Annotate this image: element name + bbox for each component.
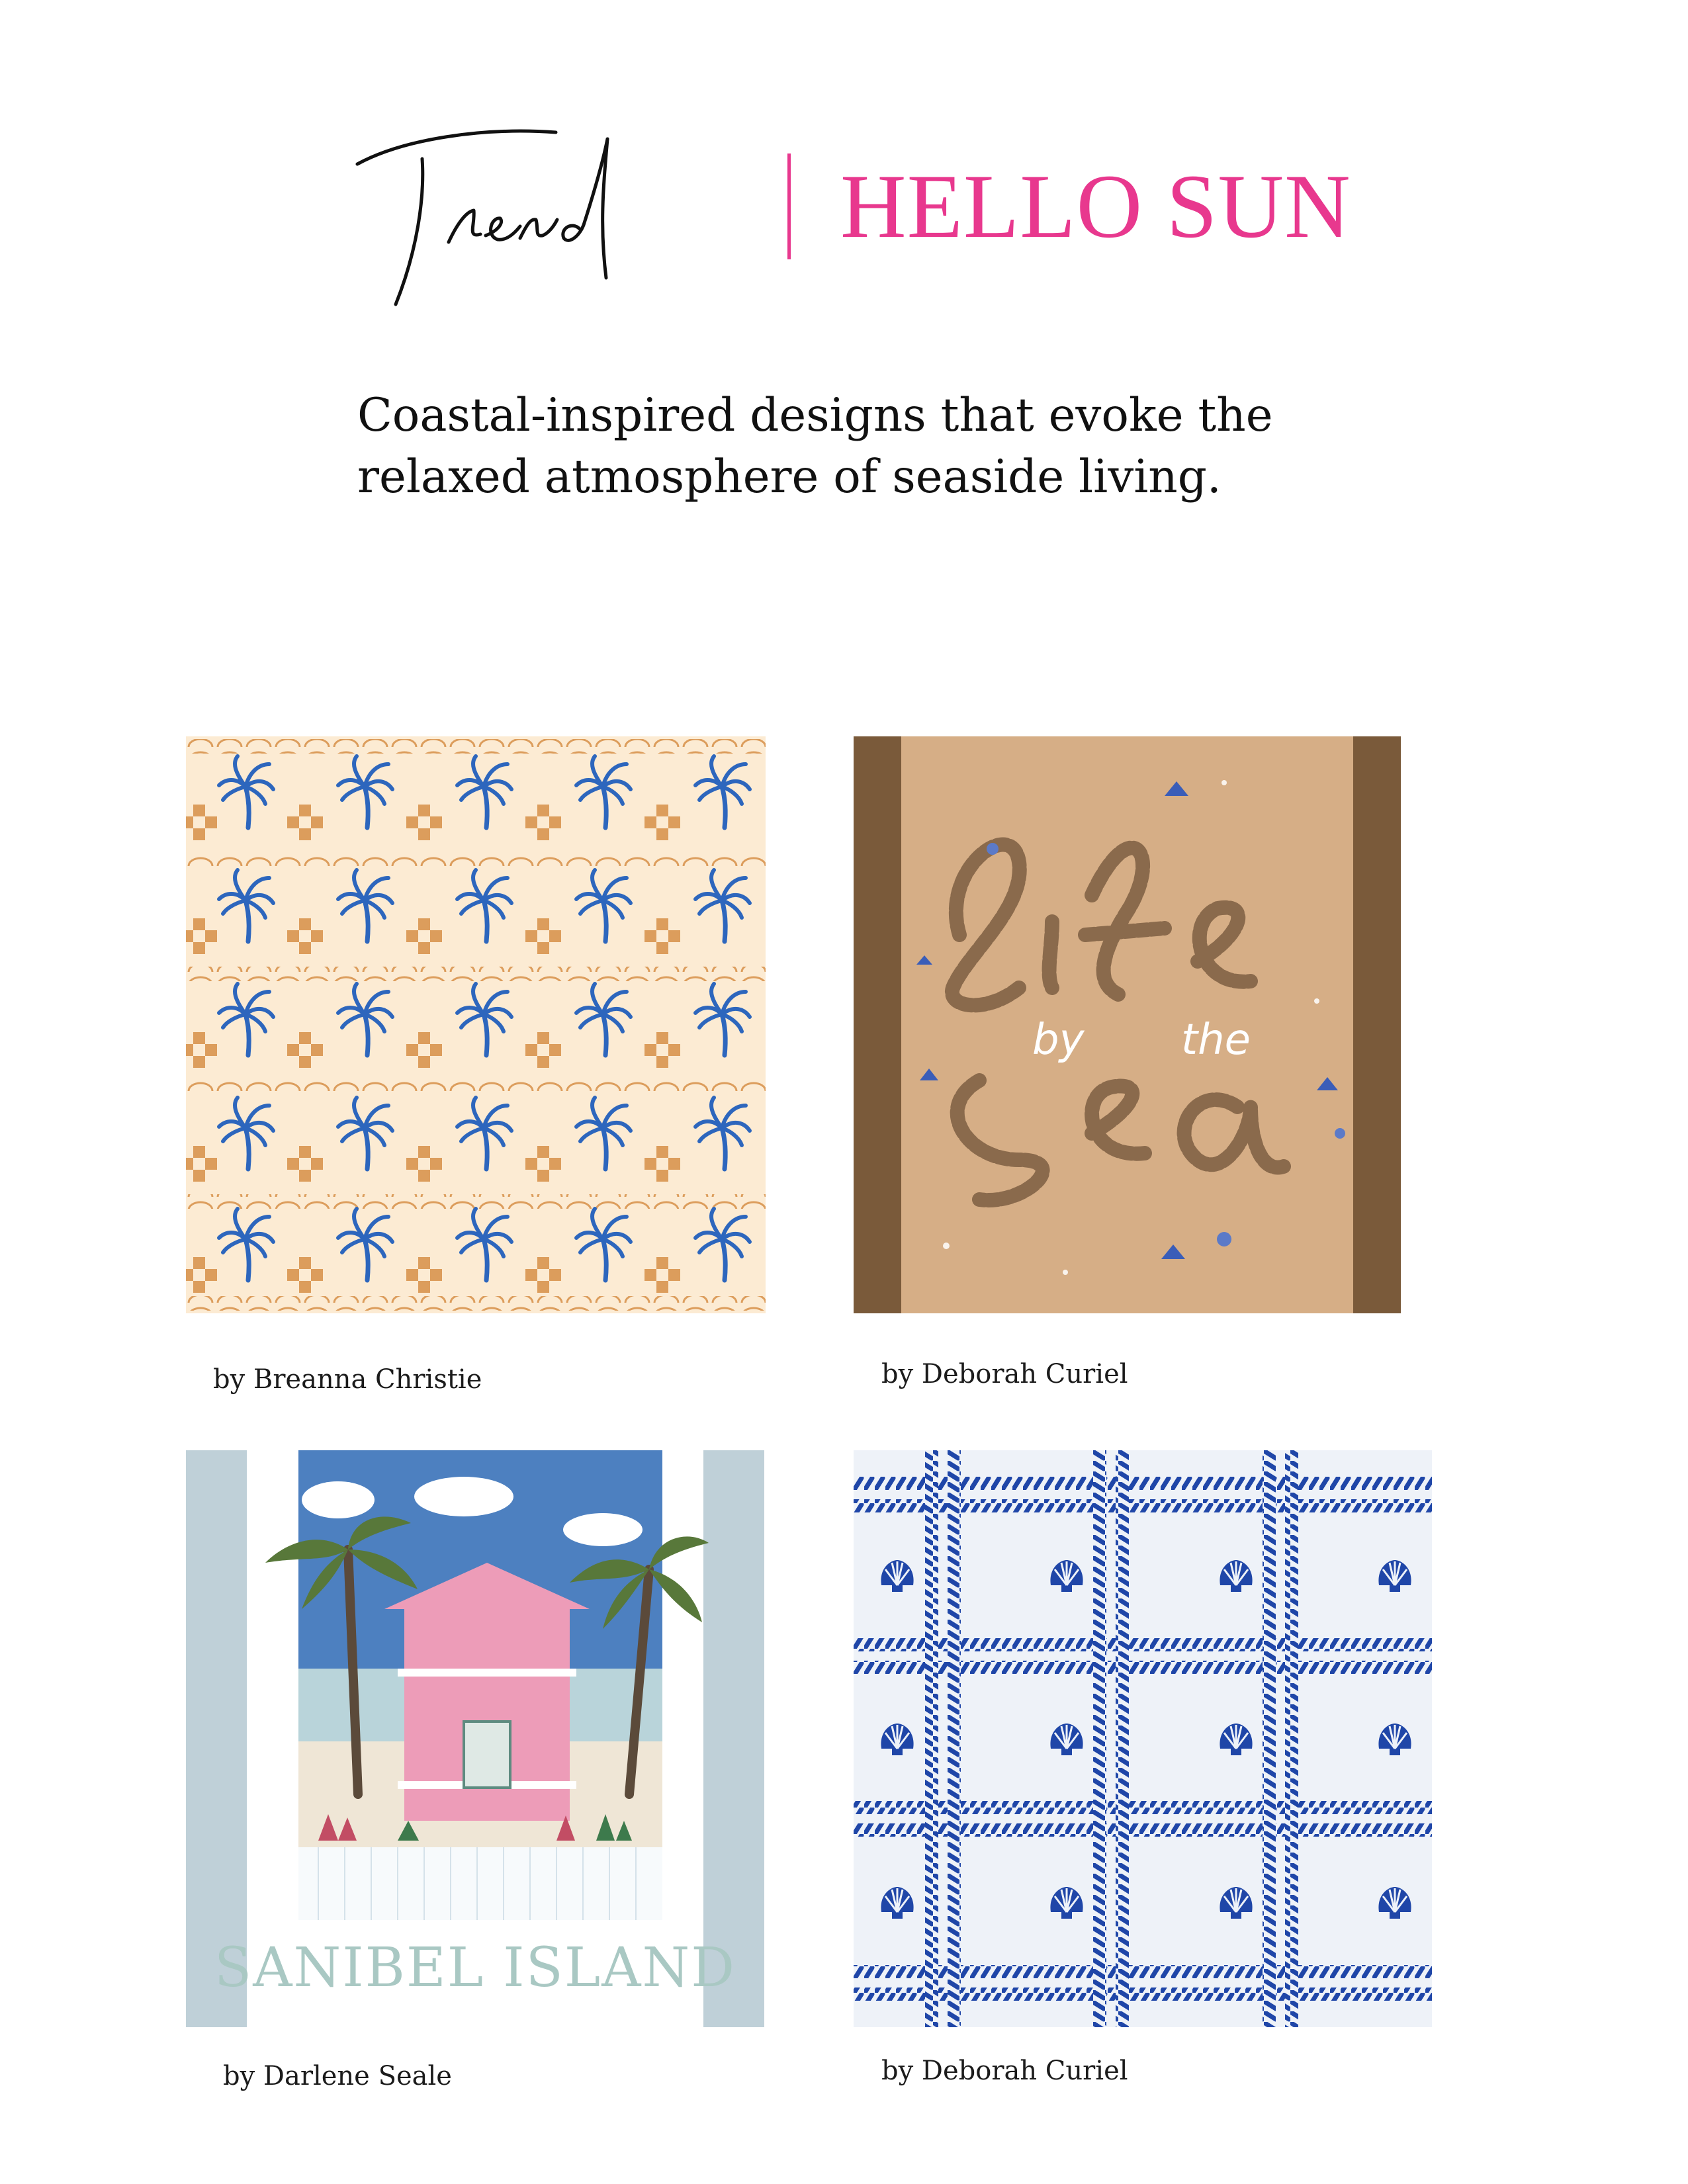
title-divider — [787, 153, 791, 259]
artwork-caption: by Breanna Christie — [213, 1364, 482, 1395]
intro-paragraph — [357, 385, 1350, 508]
artwork-life-by-the-sea — [854, 736, 1401, 1313]
page-title: HELLO SUN — [840, 155, 1351, 257]
svg-text:by: by — [1032, 1016, 1085, 1065]
svg-text:the: the — [1181, 1016, 1251, 1065]
artwork-caption: by Deborah Curiel — [881, 2056, 1128, 2086]
artwork-rope-shell-grid — [854, 1450, 1432, 2027]
svg-text:SANIBEL ISLAND: SANIBEL ISLAND — [214, 1937, 736, 1999]
artwork-caption: by Darlene Seale — [223, 2061, 452, 2091]
intro-line-2: relaxed atmosphere of seaside living. — [357, 451, 1222, 503]
trend-script-wordmark — [344, 112, 715, 324]
artwork-sanibel-island — [186, 1450, 764, 2027]
artwork-palm-pattern — [186, 736, 766, 1313]
intro-line-1: Coastal-inspired designs that evoke the — [357, 389, 1273, 442]
artwork-caption: by Deborah Curiel — [881, 1359, 1128, 1389]
